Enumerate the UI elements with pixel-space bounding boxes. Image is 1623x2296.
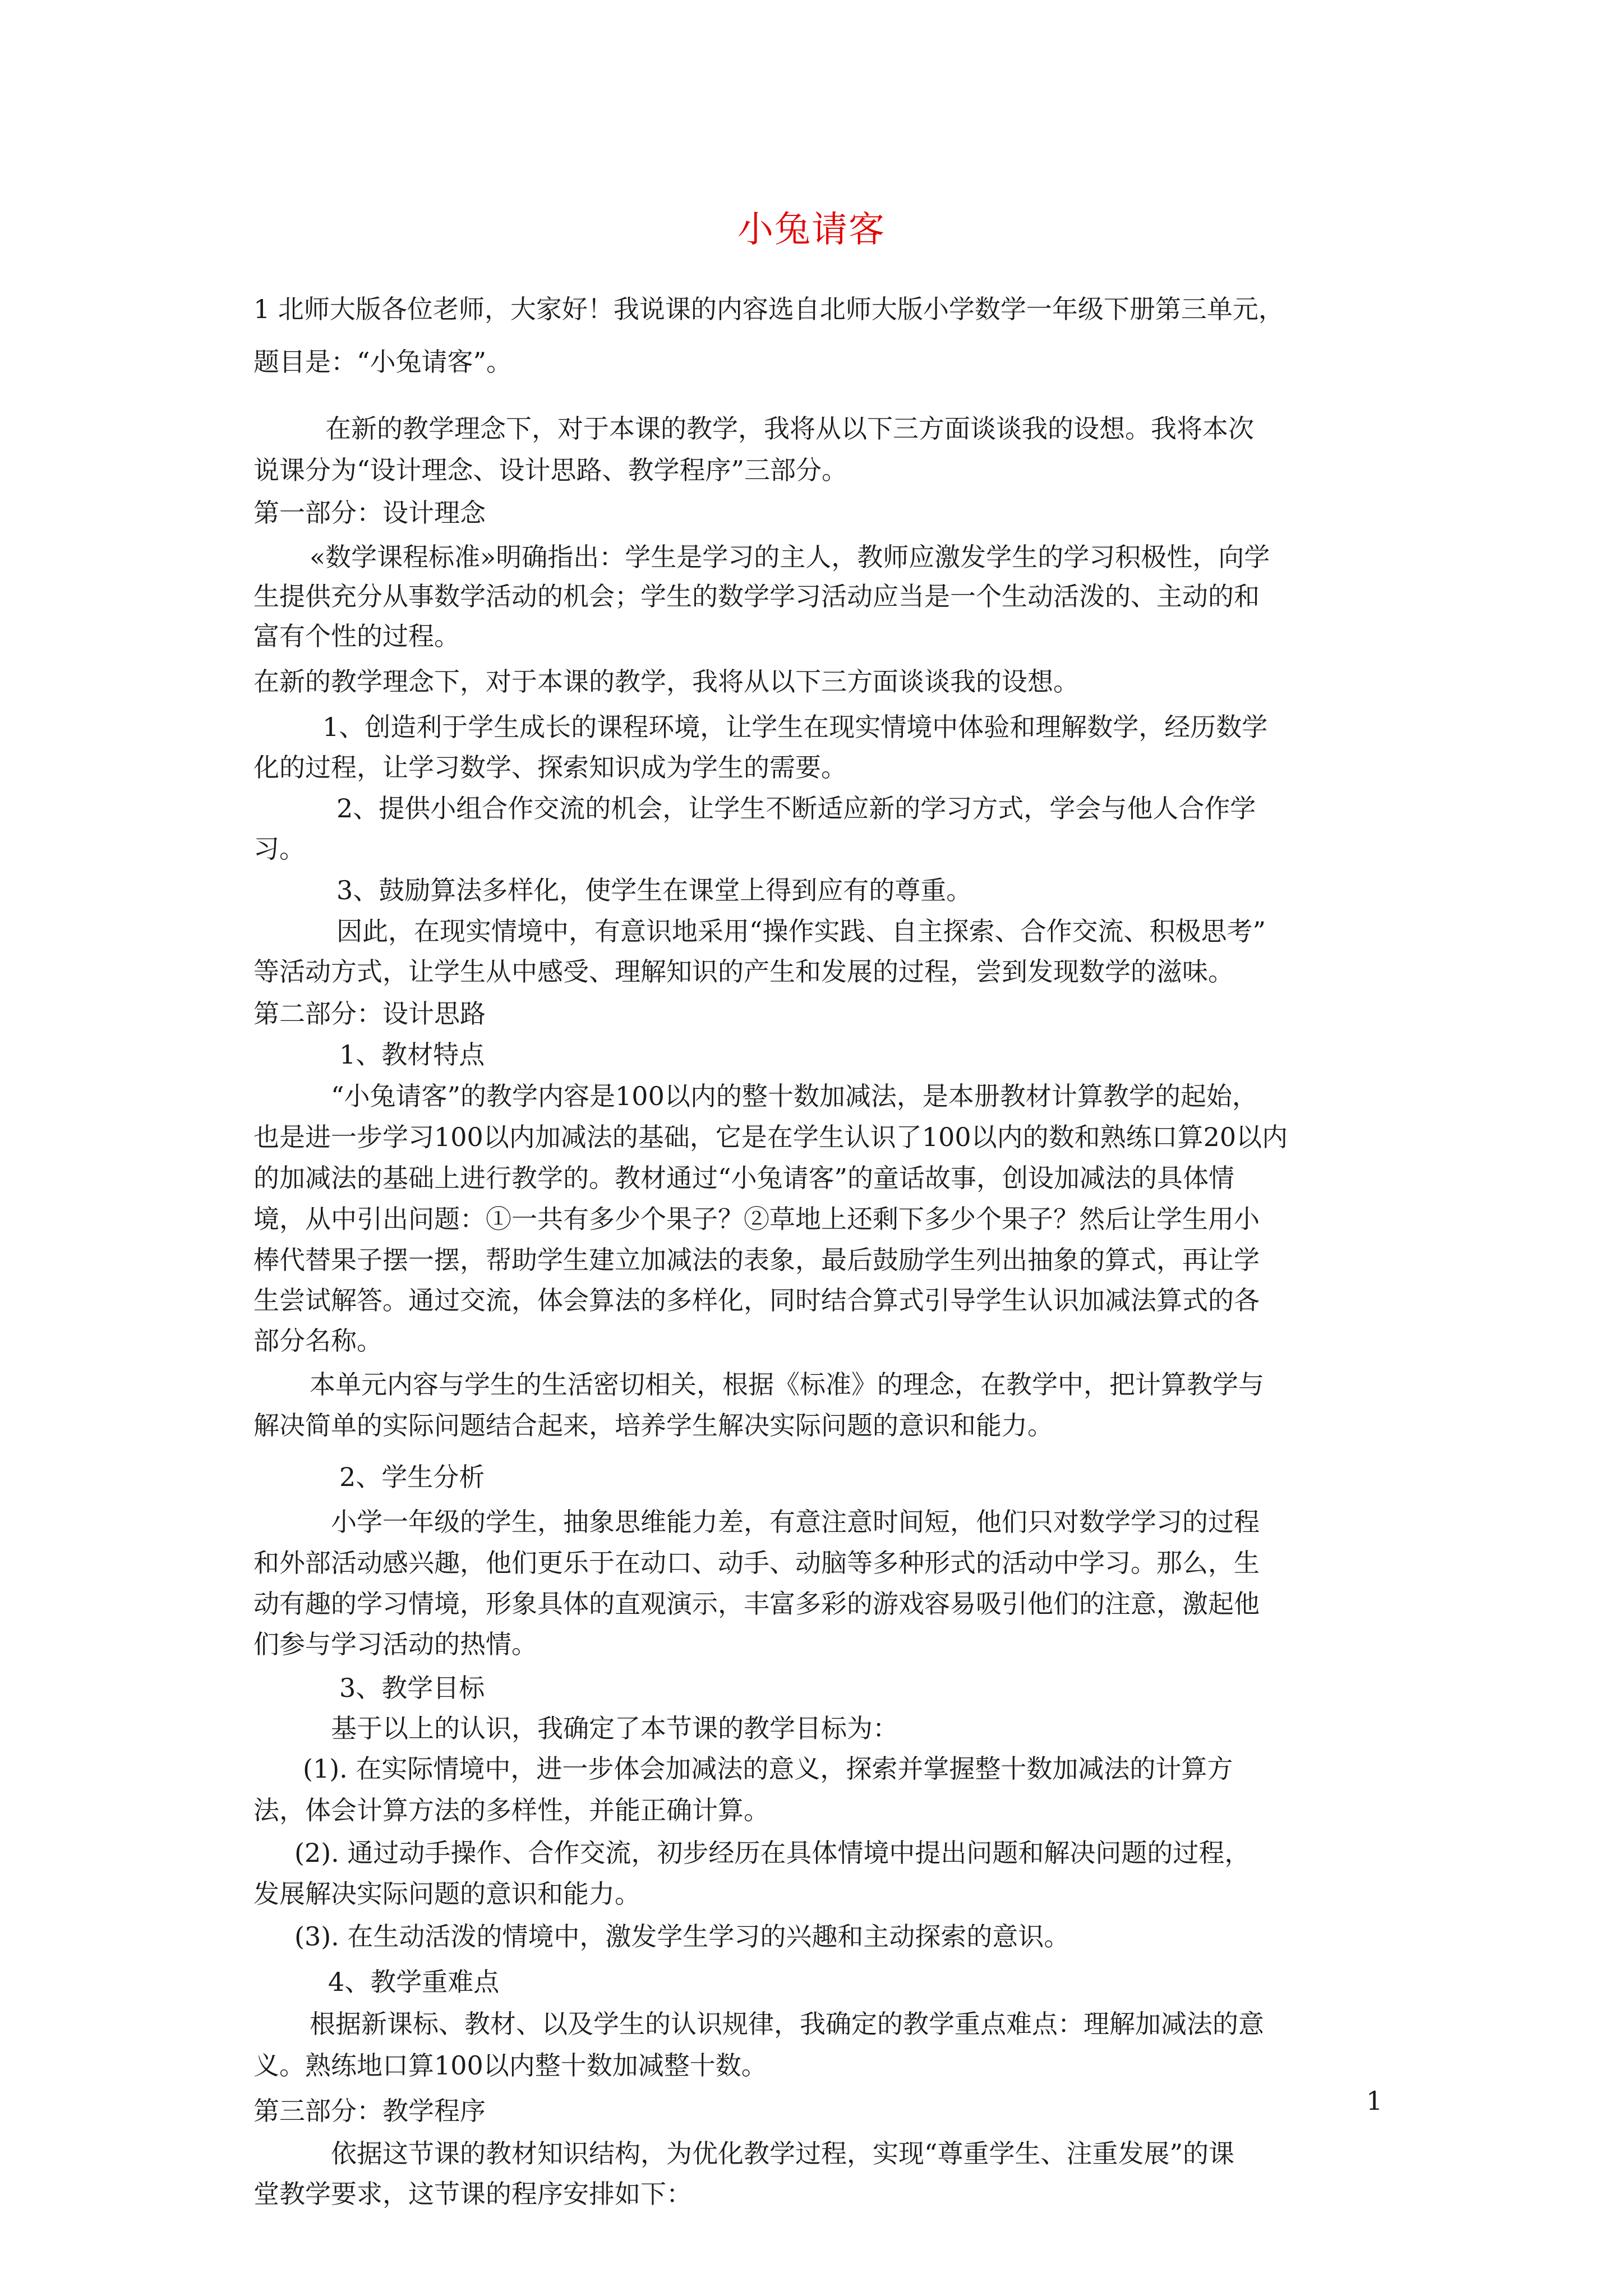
paragraph-line: 在新的教学理念下，对于本课的教学，我将从以下三方面谈谈我的设想。我将本次 <box>325 413 1254 444</box>
paragraph-line: 因此，在现实情境中，有意识地采用“操作实践、自主探索、合作交流、积极思考” <box>336 916 1266 946</box>
list-item: (2). 通过动手操作、合作交流，初步经历在具体情境中提出问题和解决问题的过程， <box>294 1838 1251 1868</box>
paragraph-line: 化的过程，让学习数学、探索知识成为学生的需要。 <box>253 752 847 783</box>
paragraph-line: 生提供充分从事数学活动的机会；学生的数学学习活动应当是一个生动活泼的、主动的和 <box>253 581 1260 611</box>
paragraph-line: 小学一年级的学生，抽象思维能力差，有意注意时间短，他们只对数学学习的过程 <box>331 1507 1260 1537</box>
list-item: 2、提供小组合作交流的机会，让学生不断适应新的学习方式，学会与他人合作学 <box>336 793 1256 823</box>
paragraph-line: 发展解决实际问题的意识和能力。 <box>253 1879 640 1909</box>
list-item: 1、创造利于学生成长的课程环境，让学生在现实情境中体验和理解数学，经历数学 <box>322 712 1268 742</box>
paragraph-line: 依据这节课的教材知识结构，为优化教学过程，实现“尊重学生、注重发展”的课 <box>331 2138 1235 2169</box>
page-number: 1 <box>1366 2086 1383 2116</box>
paragraph-line: 说课分为“设计理念、设计思路、教学程序”三部分。 <box>253 455 848 485</box>
list-item: 3、鼓励算法多样化，使学生在课堂上得到应有的尊重。 <box>336 875 972 905</box>
paragraph-line: 题目是：“小兔请客”。 <box>253 347 513 377</box>
list-item: (1). 在实际情境中，进一步体会加减法的意义，探索并掌握整十数加减法的计算方 <box>303 1754 1233 1784</box>
paragraph-line: “小兔请客”的教学内容是100以内的整十数加减法，是本册教材计算教学的起始， <box>331 1081 1258 1111</box>
paragraph-line: 的加减法的基础上进行教学的。教材通过“小兔请客”的童话故事，创设加减法的具体情 <box>253 1163 1235 1193</box>
list-item: (3). 在生动活泼的情境中，激发学生学习的兴趣和主动探索的意识。 <box>294 1921 1070 1952</box>
paragraph-line: 堂教学要求，这节课的程序安排如下： <box>253 2179 692 2209</box>
paragraph-line: 棒代替果子摆一摆，帮助学生建立加减法的表象，最后鼓励学生列出抽象的算式，再让学 <box>253 1245 1260 1275</box>
document-title: 小兔请客 <box>737 209 886 251</box>
paragraph-line: 在新的教学理念下，对于本课的教学，我将从以下三方面谈谈我的设想。 <box>253 666 1079 697</box>
paragraph-line: 境，从中引出问题：①一共有多少个果子？②草地上还剩下多少个果子？然后让学生用小 <box>253 1204 1260 1234</box>
paragraph-line: 动有趣的学习情境，形象具体的直观演示，丰富多彩的游戏容易吸引他们的注意，激起他 <box>253 1589 1260 1619</box>
paragraph-line: 1 北师大版各位老师，大家好！我说课的内容选自北师大版小学数学一年级下册第三单元， <box>253 294 1284 324</box>
paragraph-line: 等活动方式，让学生从中感受、理解知识的产生和发展的过程，尝到发现数学的滋味。 <box>253 956 1234 987</box>
paragraph-line: 基于以上的认识，我确定了本节课的教学目标为： <box>331 1713 898 1743</box>
paragraph-line: 部分名称。 <box>253 1326 382 1356</box>
paragraph-line: 和外部活动感兴趣，他们更乐于在动口、动手、动脑等多种形式的活动中学习。那么，生 <box>253 1548 1260 1578</box>
paragraph-line: 们参与学习活动的热情。 <box>253 1629 537 1659</box>
paragraph-line: 法，体会计算方法的多样性，并能正确计算。 <box>253 1795 769 1825</box>
paragraph-line: 也是进一步学习100以内加减法的基础，它是在学生认识了100以内的数和熟练口算20以内 <box>253 1122 1288 1152</box>
subsection-heading: 1、教材特点 <box>339 1039 485 1070</box>
section-heading: 第二部分：设计思路 <box>253 999 486 1029</box>
paragraph-line: 富有个性的过程。 <box>253 621 460 651</box>
subsection-heading: 4、教学重难点 <box>328 1967 500 1997</box>
paragraph-line: 根据新课标、教材、以及学生的认识规律，我确定的教学重点难点：理解加减法的意 <box>310 2009 1264 2039</box>
paragraph-line: 义。熟练地口算100以内整十数加减整十数。 <box>253 2050 767 2081</box>
paragraph-line: «数学课程标准»明确指出：学生是学习的主人，教师应激发学生的学习积极性，向学 <box>310 542 1270 572</box>
paragraph-line: 生尝试解答。通过交流，体会算法的多样化，同时结合算式引导学生认识加减法算式的各 <box>253 1285 1260 1315</box>
paragraph-line: 本单元内容与学生的生活密切相关，根据《标准》的理念，在教学中，把计算教学与 <box>310 1369 1264 1400</box>
section-heading: 第三部分：教学程序 <box>253 2096 486 2126</box>
paragraph-line: 解决简单的实际问题结合起来，培养学生解决实际问题的意识和能力。 <box>253 1410 1053 1441</box>
section-heading: 第一部分：设计理念 <box>253 498 486 528</box>
subsection-heading: 2、学生分析 <box>339 1462 485 1492</box>
subsection-heading: 3、教学目标 <box>339 1673 485 1703</box>
paragraph-line: 习。 <box>253 834 305 864</box>
